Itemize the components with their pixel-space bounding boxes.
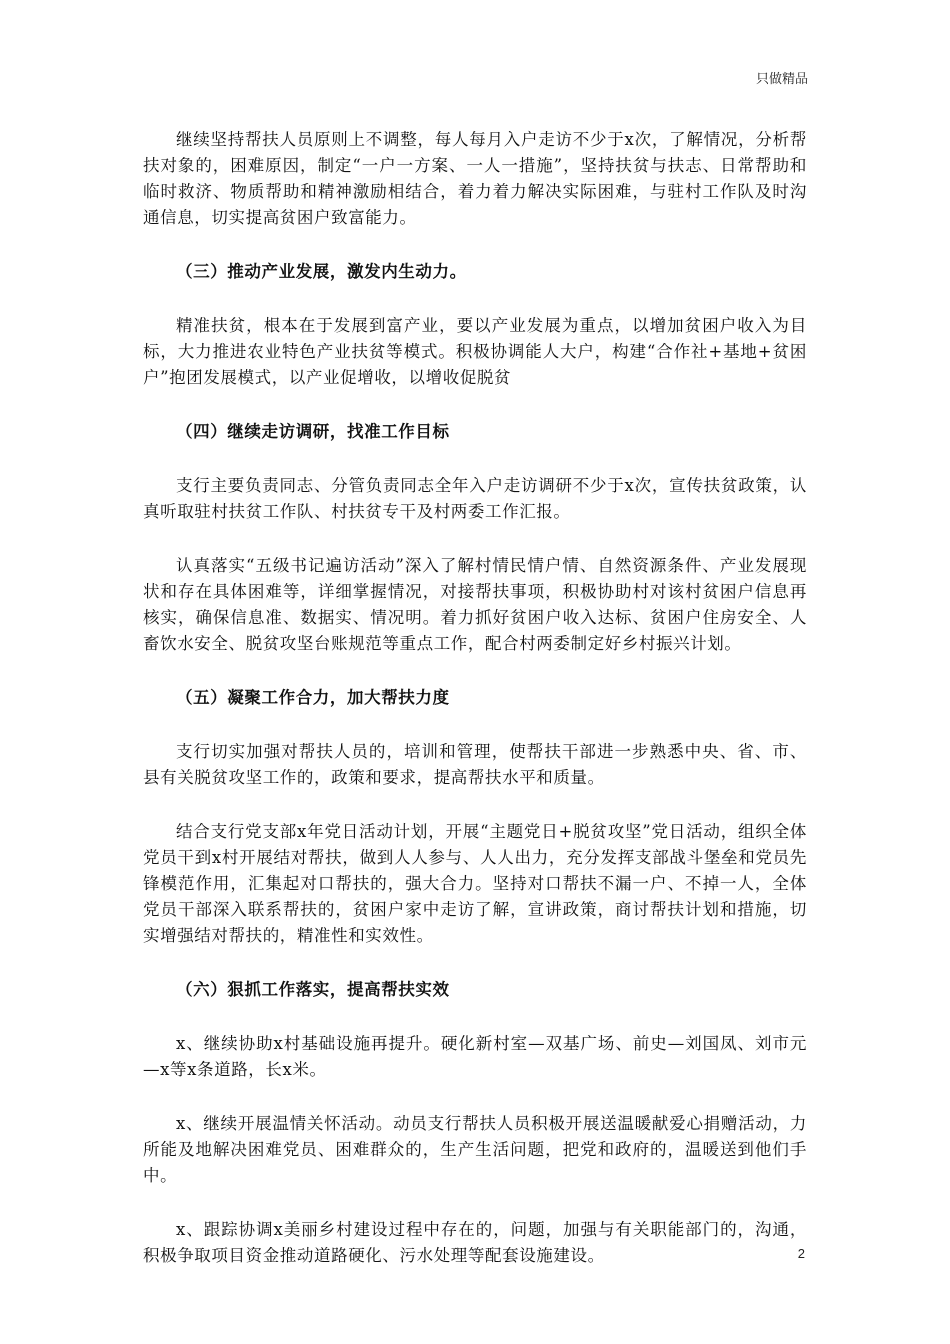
- paragraph: 支行切实加强对帮扶人员的，培训和管理，使帮扶干部进一步熟悉中央、省、市、县有关脱贫攻坚工作的，政策和要求，提高帮扶水平和质量。: [143, 742, 807, 787]
- header-mark: 只做精品: [755, 72, 808, 87]
- section-heading: （五）凝聚工作合力，加大帮扶力度: [176, 688, 450, 707]
- paragraph: 支行主要负责同志、分管负责同志全年入户走访调研不少于x次，宣传扶贫政策，认真听取驻村扶贫工作队、村扶贫专干及村两委工作汇报。: [143, 476, 807, 521]
- document-body: [143, 127, 807, 1297]
- paragraph: x、继续协助x村基础设施再提升。硬化新村室—双基广场、前史—刘国凤、刘市元—x等x条道路，长x米。: [143, 1034, 807, 1079]
- paragraph: x、继续开展温情关怀活动。动员支行帮扶人员积极开展送温暖献爱心捐赠活动，力所能及地解决困难党员、困难群众的，生产生活问题，把党和政府的，温暖送到他们手中。: [143, 1114, 807, 1185]
- paragraph: 精准扶贫，根本在于发展到富产业，要以产业发展为重点，以增加贫困户收入为目标，大力推进农业特色产业扶贫等模式。积极协调能人大户，构建“合作社+基地+贫困户”抱团发展模式，以产业促增收，以增收促脱贫: [143, 316, 807, 387]
- section-heading: （三）推动产业发展，激发内生动力。: [176, 262, 467, 281]
- page-number: 2: [797, 1246, 805, 1261]
- paragraph: 结合支行党支部x年党日活动计划，开展“主题党日+脱贫攻坚”党日活动，组织全体党员干到x村开展结对帮扶，做到人人参与、人人出力，充分发挥支部战斗堡垒和党员先锋模范作用，汇集起对口帮扶的，强大合力。坚持对口帮扶不漏一户、不掉一人，全体党员干部深入联系帮扶的，贫困户家中走访了解，宣讲政策，商讨帮扶计划和措施，切实增强结对帮扶的，精准性和实效性。: [143, 822, 807, 945]
- paragraph: 认真落实“五级书记遍访活动”深入了解村情民情户情、自然资源条件、产业发展现状和存在具体困难等，详细掌握情况，对接帮扶事项，积极协助村对该村贫困户信息再核实，确保信息准、数据实、情况明。着力抓好贫困户收入达标、贫困户住房安全、人畜饮水安全、脱贫攻坚台账规范等重点工作，配合村两委制定好乡村振兴计划。: [143, 556, 807, 653]
- paragraph: x、跟踪协调x美丽乡村建设过程中存在的，问题，加强与有关职能部门的，沟通，积极争取项目资金推动道路硬化、污水处理等配套设施建设。: [143, 1220, 807, 1265]
- paragraph: 继续坚持帮扶人员原则上不调整，每人每月入户走访不少于x次，了解情况，分析帮扶对象的，困难原因，制定“一户一方案、一人一措施”，坚持扶贫与扶志、日常帮助和临时救济、物质帮助和精神激励相结合，着力着力解决实际困难，与驻村工作队及时沟通信息，切实提高贫困户致富能力。: [143, 130, 807, 227]
- section-heading: （四）继续走访调研，找准工作目标: [176, 422, 450, 441]
- section-heading: （六）狠抓工作落实，提高帮扶实效: [176, 980, 450, 999]
